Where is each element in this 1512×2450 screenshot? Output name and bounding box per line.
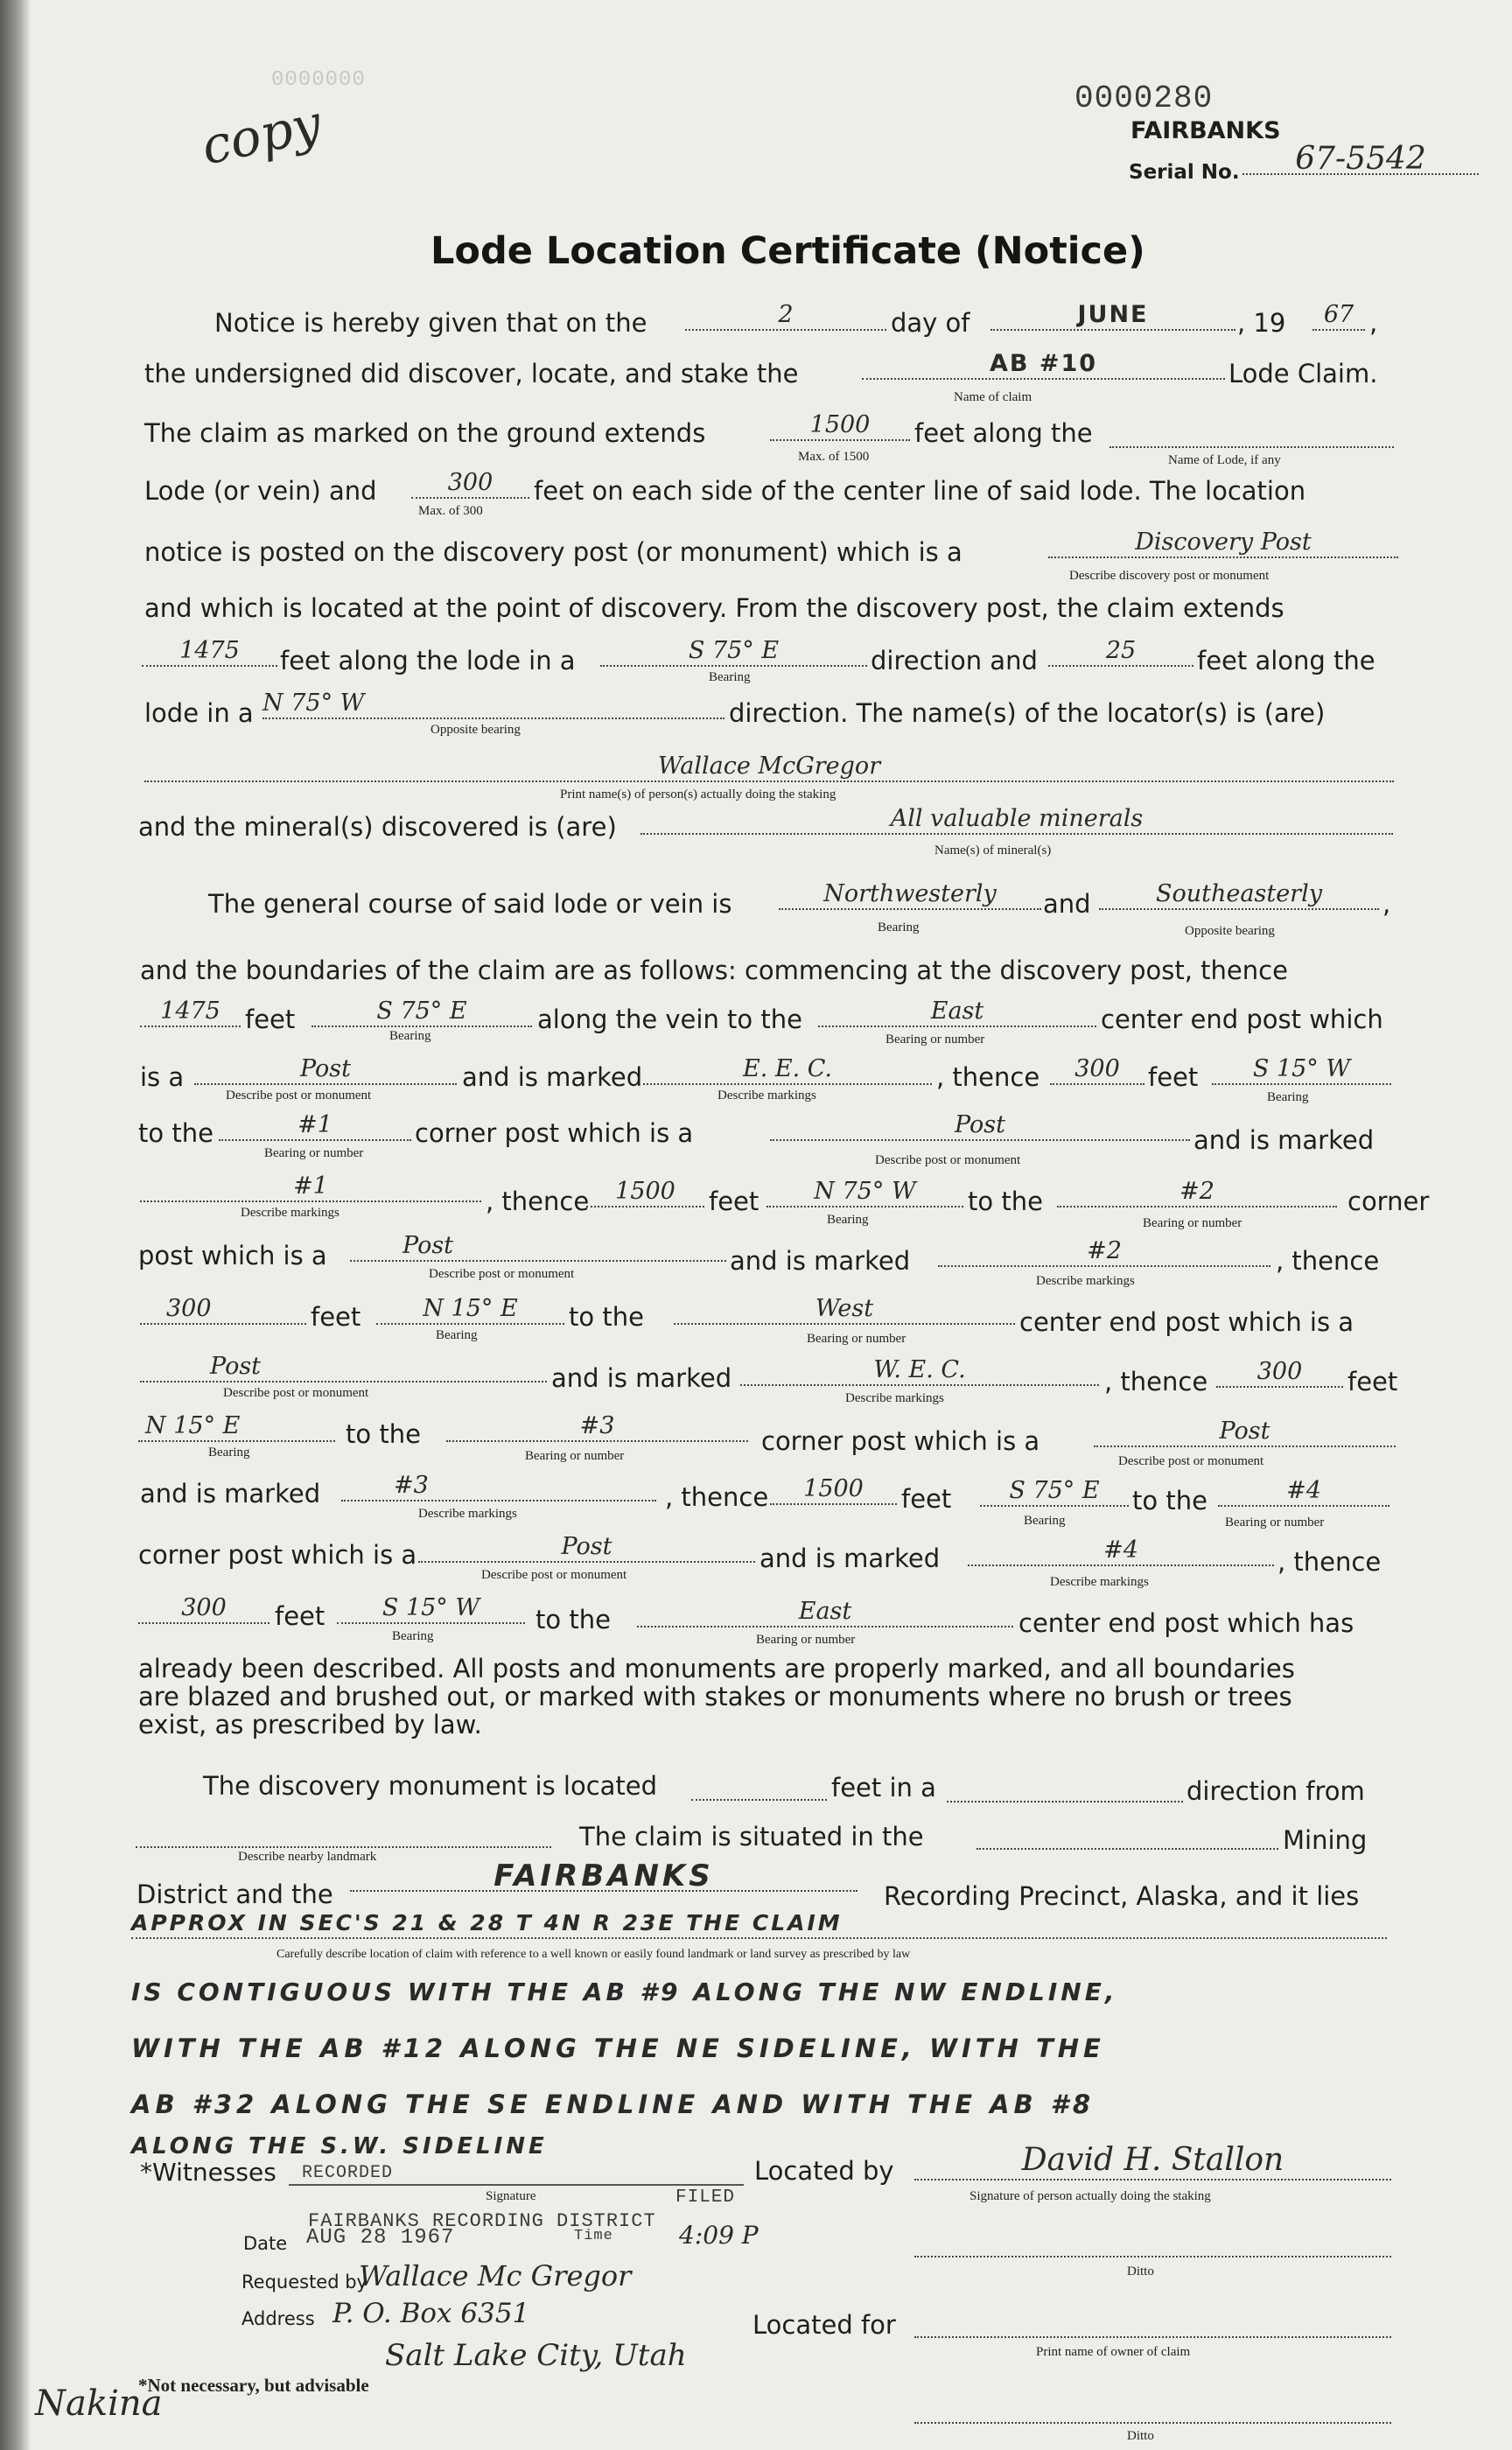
requested-label: Requested by	[242, 2272, 368, 2292]
p1-l1b: day of	[891, 308, 970, 338]
p2-r5c: and is marked	[1194, 1125, 1375, 1155]
p1-l2a: the undersigned did discover, locate, and stake the	[144, 359, 799, 388]
p2-r10b: corner post which is a	[761, 1426, 1040, 1456]
cap-locators: Print name(s) of person(s) actually doing the staking	[560, 788, 836, 802]
p2-r4d: feet	[1148, 1062, 1199, 1092]
field-precinct: FAIRBANKS	[350, 1862, 858, 1892]
locator-signature: David H. Stallon	[914, 2142, 1391, 2180]
p2-r7b: and is marked	[730, 1246, 911, 1276]
p2-r13a: feet	[275, 1601, 326, 1631]
p1-l4a: Lode (or vein) and	[144, 476, 377, 506]
field-r6-to: #2	[1057, 1178, 1337, 1208]
p1-l1c: , 19	[1237, 308, 1286, 338]
p1-l3b: feet along the	[914, 418, 1093, 448]
p2-r11d: to the	[1132, 1486, 1208, 1516]
cap-bearing-r4: Bearing	[1267, 1090, 1309, 1104]
cap-bearing-r10: Bearing	[208, 1446, 250, 1460]
location-line-3: WITH THE AB #12 ALONG THE NE SIDELINE, WITH THE	[131, 2034, 1105, 2063]
cap-post-r7: Describe post or monument	[429, 1267, 575, 1281]
cap-bearing-r11: Bearing	[1024, 1514, 1066, 1528]
cap-post-r10: Describe post or monument	[1118, 1454, 1264, 1468]
cap-location: Carefully describe location of claim with reference to a well known or easily found landmark or land survey as prescribed by law	[276, 1948, 911, 1961]
field-month: JUNE	[990, 301, 1236, 331]
p2-l1b: and	[1043, 889, 1091, 919]
location-line-5: ALONG THE S.W. SIDELINE	[131, 2133, 548, 2160]
field-r6-bearing: N 75° W	[766, 1178, 963, 1208]
p1-l8b: direction. The name(s) of the locator(s) is (are)	[729, 698, 1326, 728]
field-lode-name	[1110, 446, 1394, 448]
cap-minerals: Name(s) of mineral(s)	[934, 844, 1052, 858]
field-location-1: APPROX IN SEC'S 21 & 28 T 4N R 23E THE CLAIM	[131, 1909, 1387, 1939]
field-extend-ft: 1500	[770, 411, 910, 441]
field-r4-post: Post	[194, 1055, 457, 1085]
p2-r12b: and is marked	[760, 1544, 941, 1573]
cap-bearing-r6: Bearing	[827, 1213, 869, 1227]
time-label: Time	[574, 2228, 613, 2244]
document-number-stamp: 0000280	[1074, 80, 1214, 116]
p2-r11c: feet	[901, 1484, 952, 1514]
field-course-2: Southeasterly	[1099, 880, 1379, 910]
field-r11-ft: 1500	[770, 1475, 897, 1505]
p3-l1a: The discovery monument is located	[203, 1771, 658, 1801]
field-l7-ft: 1475	[142, 637, 277, 667]
field-r10-to: #3	[446, 1412, 748, 1442]
cap-post-r12: Describe post or monument	[481, 1568, 627, 1582]
field-year: 67	[1312, 301, 1365, 331]
field-r13-ft: 300	[138, 1594, 270, 1624]
p1-l2b: Lode Claim.	[1228, 359, 1378, 388]
field-side-ft: 300	[411, 469, 529, 499]
p3-l2b: Mining	[1283, 1825, 1368, 1855]
cap-lode-name: Name of Lode, if any	[1168, 453, 1281, 467]
field-r8-to: West	[674, 1295, 1015, 1325]
time-value: 4:09 P	[679, 2221, 759, 2250]
cap-sig-person: Signature of person actually doing the staking	[970, 2189, 1211, 2203]
field-r12-post: Post	[418, 1533, 755, 1563]
ditto-caption-2: Ditto	[1127, 2429, 1154, 2443]
field-r8-bearing: N 15° E	[376, 1295, 564, 1325]
witness-line-1	[289, 2184, 744, 2186]
stamp-filed: FILED	[676, 2188, 736, 2208]
cap-bearing-r8: Bearing	[436, 1328, 478, 1342]
field-monument-direction	[947, 1801, 1183, 1802]
cap-bon-r11: Bearing or number	[1225, 1516, 1325, 1530]
requested-by: Wallace Mc Gregor	[359, 2259, 632, 2292]
p1-l5a: notice is posted on the discovery post (or monument) which is a	[144, 537, 962, 567]
p1-l1d: ,	[1369, 308, 1378, 338]
located-by-label: Located by	[754, 2156, 894, 2186]
p3-l3a: District and the	[136, 1880, 333, 1909]
p2-r3b: along the vein to the	[537, 1004, 802, 1034]
witnesses-label: *Witnesses	[140, 2158, 276, 2187]
p2-r8c: center end post which is a	[1019, 1307, 1354, 1337]
field-r13-to: East	[637, 1598, 1013, 1628]
located-for-label: Located for	[752, 2310, 896, 2340]
stamp-district: FAIRBANKS RECORDING DISTRICT	[308, 2210, 656, 2232]
cap-bon-r8: Bearing or number	[807, 1332, 906, 1346]
field-locator: Wallace McGregor	[144, 752, 1394, 782]
field-monument-ft	[691, 1799, 827, 1801]
cap-owner: Print name of owner of claim	[1036, 2345, 1191, 2359]
field-r11-to: #4	[1218, 1477, 1390, 1507]
p1-l7a: feet along the lode in a	[280, 646, 576, 676]
p2-r11a: and is marked	[140, 1479, 321, 1508]
field-claim-name: AB #10	[862, 350, 1225, 380]
cap-markings-r11: Describe markings	[418, 1507, 517, 1521]
page-title: Lode Location Certificate (Notice)	[430, 229, 1145, 273]
field-r3-bearing: S 75° E	[312, 998, 532, 1027]
cap-bon-r13: Bearing or number	[756, 1633, 856, 1647]
p1-l7c: feet along the	[1197, 646, 1376, 676]
cap-post-r5: Describe post or monument	[875, 1153, 1021, 1167]
cap-markings-r4: Describe markings	[718, 1088, 816, 1102]
field-r3-to: East	[818, 998, 1096, 1027]
p2-r3a: feet	[245, 1004, 296, 1034]
ditto-caption: Ditto	[1127, 2264, 1154, 2278]
stamp-recorded: RECORDED	[302, 2163, 394, 2183]
field-mining-district	[976, 1848, 1278, 1850]
cap-landmark: Describe nearby landmark	[238, 1850, 377, 1864]
p2-r13c: center end post which has	[1018, 1608, 1354, 1638]
p1-l4b: feet on each side of the center line of said lode. The location	[534, 476, 1306, 506]
cap-post-r4: Describe post or monument	[226, 1088, 372, 1102]
p2-r11b: , thence	[665, 1482, 769, 1512]
field-r4-mark: E. E. C.	[643, 1055, 932, 1085]
p2-r3c: center end post which	[1101, 1004, 1383, 1034]
p2-r6d: corner	[1348, 1186, 1430, 1216]
field-r3-ft: 1475	[140, 998, 241, 1027]
p2-l2: and the boundaries of the claim are as follows: commencing at the discovery post, thence	[140, 956, 1288, 985]
p2-r14: already been described. All posts and monuments are properly marked, and all boundaries	[138, 1654, 1295, 1684]
p2-r9b: , thence	[1104, 1367, 1208, 1396]
owner-line	[914, 2336, 1391, 2338]
footnote: *Not necessary, but advisable	[138, 2375, 369, 2396]
p1-l6: and which is located at the point of discovery. From the discovery post, the claim extends	[144, 593, 1284, 623]
address-label: Address	[242, 2308, 315, 2329]
cap-markings-r12: Describe markings	[1050, 1575, 1149, 1589]
p2-r8b: to the	[569, 1302, 644, 1332]
field-r7-post: Post	[350, 1232, 726, 1262]
p2-r4b: and is marked	[462, 1062, 643, 1092]
date-label: Date	[243, 2233, 288, 2254]
ditto-line-1	[914, 2256, 1391, 2258]
field-course-1: Northwesterly	[779, 880, 1041, 910]
p2-r6b: feet	[709, 1186, 760, 1216]
cap-bon-r5: Bearing or number	[264, 1146, 364, 1160]
field-discovery: Discovery Post	[1048, 528, 1398, 558]
field-day: 2	[685, 301, 886, 331]
field-l7-ft2: 25	[1048, 637, 1194, 667]
cap-bearing-r13: Bearing	[392, 1629, 434, 1643]
location-line-2: IS CONTIGUOUS WITH THE AB #9 ALONG THE NW ENDLINE,	[131, 1978, 1118, 2006]
field-minerals: All valuable minerals	[640, 805, 1393, 835]
field-l8-bearing: N 75° W	[262, 690, 724, 719]
p3-l1b: feet in a	[831, 1773, 936, 1802]
field-r4-ft: 300	[1050, 1055, 1144, 1085]
field-r5-post: Post	[770, 1111, 1190, 1141]
field-r9-post: Post	[140, 1353, 547, 1382]
p3-l1c: direction from	[1186, 1776, 1365, 1806]
cap-signature: Signature	[486, 2189, 536, 2203]
p1-l7b: direction and	[871, 646, 1038, 676]
p2-r5b: corner post which is a	[415, 1118, 694, 1148]
p3-l3b: Recording Precinct, Alaska, and it lies	[884, 1881, 1360, 1911]
cap-bearing-r3: Bearing	[389, 1029, 431, 1043]
cap-markings-r9: Describe markings	[845, 1391, 944, 1405]
cap-bon-r6: Bearing or number	[1143, 1216, 1242, 1230]
cap-bearing-2: Bearing	[878, 920, 920, 934]
field-r11-mark: #3	[341, 1472, 656, 1502]
cap-max1500: Max. of 1500	[798, 450, 870, 464]
p2-l1c: ,	[1382, 889, 1391, 919]
cap-opposite-bearing-2: Opposite bearing	[1185, 924, 1275, 938]
serial-label: Serial No.	[1129, 161, 1240, 184]
corner-note: Nakina	[35, 2384, 163, 2424]
field-r7-mark: #2	[938, 1237, 1270, 1267]
cap-opposite-bearing-1: Opposite bearing	[430, 723, 521, 737]
field-r12-mark: #4	[968, 1536, 1274, 1566]
cap-bon-r10: Bearing or number	[525, 1449, 625, 1463]
p2-r7c: , thence	[1276, 1246, 1380, 1276]
p2-r7a: post which is a	[138, 1241, 327, 1270]
p2-r6a: , thence	[486, 1186, 590, 1216]
p2-l1a: The general course of said lode or vein is	[208, 889, 732, 919]
field-r10-post: Post	[1094, 1418, 1396, 1447]
p1-l3a: The claim as marked on the ground extends	[144, 418, 706, 448]
field-r5-to: #1	[219, 1111, 411, 1141]
p1-l8a: lode in a	[144, 698, 254, 728]
field-r6-mark: #1	[140, 1172, 481, 1202]
p2-r12c: , thence	[1278, 1547, 1382, 1577]
scan-edge	[0, 0, 30, 2450]
p2-r6c: to the	[968, 1186, 1043, 1216]
faded-stamp-number: 0000000	[271, 68, 366, 92]
cap-bon-r3: Bearing or number	[886, 1032, 985, 1046]
p2-r16: exist, as prescribed by law.	[138, 1710, 482, 1740]
field-r13-bearing: S 15° W	[337, 1594, 525, 1624]
p2-r12a: corner post which is a	[138, 1540, 417, 1570]
p2-r10a: to the	[346, 1419, 421, 1449]
p2-r13b: to the	[536, 1605, 611, 1634]
cap-claim-name: Name of claim	[954, 390, 1032, 404]
field-r11-bearing: S 75° E	[980, 1477, 1129, 1507]
cap-max300: Max. of 300	[418, 504, 483, 518]
cap-describe-discovery: Describe discovery post or monument	[1069, 569, 1270, 583]
field-r6-ft: 1500	[586, 1178, 704, 1208]
p2-r5a: to the	[138, 1118, 214, 1148]
field-r4-bearing: S 15° W	[1212, 1055, 1391, 1085]
location-line-4: AB #32 ALONG THE SE ENDLINE AND WITH THE AB #8	[131, 2090, 1096, 2119]
p2-r9a: and is marked	[551, 1363, 732, 1393]
serial-number: 67-5542	[1242, 145, 1479, 175]
field-r8-ft: 300	[140, 1295, 306, 1325]
cap-markings-r6: Describe markings	[241, 1206, 340, 1220]
p2-r4a: is a	[140, 1062, 185, 1092]
ditto-line-2	[914, 2422, 1391, 2424]
cap-post-r9: Describe post or monument	[223, 1386, 369, 1400]
date-stamp: AUG 28 1967	[306, 2226, 455, 2250]
cap-markings-r7: Describe markings	[1036, 1274, 1135, 1288]
field-r9-mark: W. E. C.	[740, 1356, 1099, 1386]
p2-r9c: feet	[1348, 1367, 1398, 1396]
office-name: FAIRBANKS	[1130, 117, 1281, 144]
field-l7-bearing: S 75° E	[600, 637, 867, 667]
address-city: Salt Lake City, Utah	[385, 2338, 687, 2373]
cap-bearing-1: Bearing	[709, 670, 751, 684]
p3-l2a: The claim is situated in the	[579, 1822, 924, 1852]
field-r10-bearing: N 15° E	[138, 1412, 335, 1442]
p2-r15: are blazed and brushed out, or marked with stakes or monuments where no brush or trees	[138, 1682, 1292, 1712]
field-landmark	[136, 1846, 551, 1848]
p2-r8a: feet	[311, 1302, 361, 1332]
copy-annotation: copy	[196, 93, 326, 177]
p1-l10a: and the mineral(s) discovered is (are)	[138, 812, 617, 842]
p2-r4c: , thence	[936, 1062, 1040, 1092]
field-r9-ft: 300	[1216, 1358, 1343, 1388]
p1-l1a: Notice is hereby given that on the	[214, 308, 648, 338]
address-value: P. O. Box 6351	[332, 2298, 530, 2329]
